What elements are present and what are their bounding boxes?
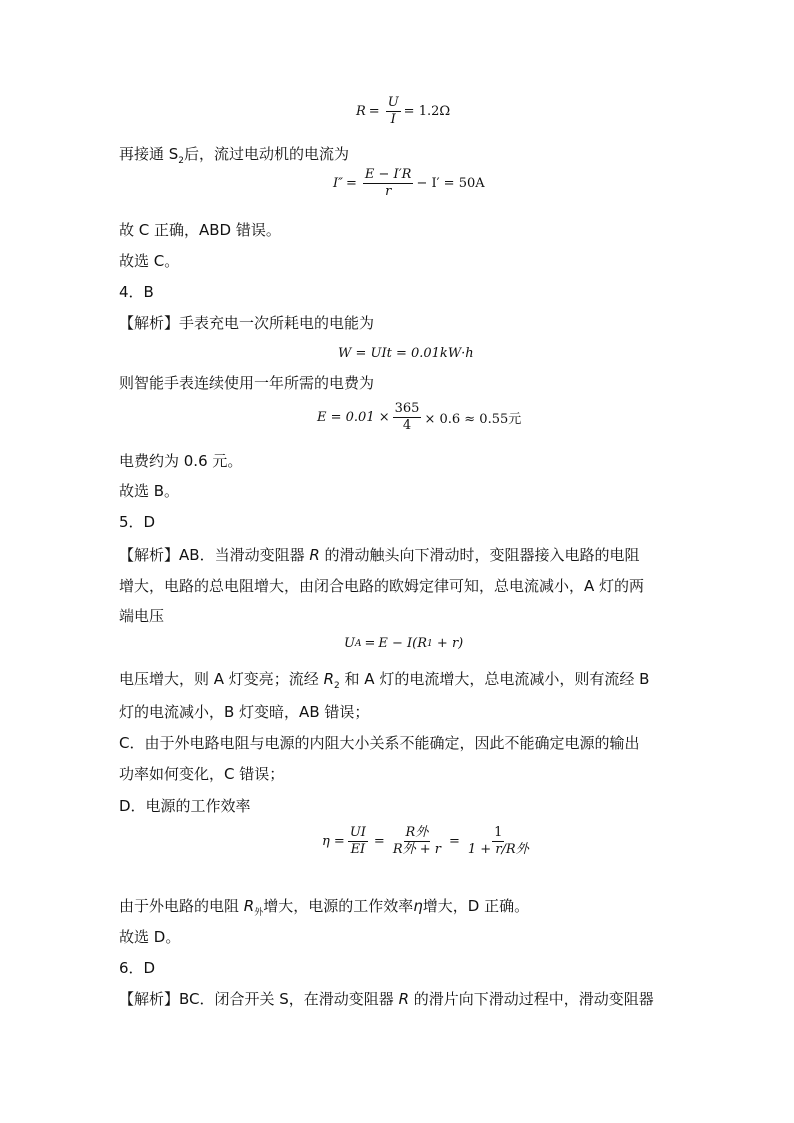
fraction-current: $\frac{E - I'R}{r}$ [364, 167, 412, 199]
q5-line2: 增大，电路的总电阻增大，由闭合电路的欧姆定律可知，总电流减小，A 灯的两 [119, 577, 645, 595]
text-reconnect: 再接通 $S_2$后，流过电动机的电流为 [119, 145, 350, 166]
q5-line7: 功率如何变化，C 错误； [119, 765, 285, 783]
q5-line1: 【解析】AB．当滑动变阻器 R 的滑动触头向下滑动时，变阻器接入电路的电阻 [119, 546, 640, 564]
q5-line4: 电压增大，则 A 灯变亮；流经 $R_2$ 和 A 灯的电流增大，总电流减小，则有流经 B [119, 670, 650, 691]
fraction-u-over-i: $\frac{U}{I}$ [387, 95, 399, 127]
q5-line8: D．电源的工作效率 [119, 797, 251, 815]
analysis-label: 【解析】 [119, 990, 180, 1008]
analysis-label: 【解析】 [119, 314, 180, 332]
q5-line5: 灯的电流减小，B 灯变暗，AB 错误； [119, 703, 370, 721]
q6-heading: 6．D [119, 959, 156, 977]
equation-efficiency: η = $\frac{UI}{EI}$ = $\frac{\text{R外}}{\text{R外 + r}}$ = $\frac{1}{\text{1 + r/R外}}$ [322, 825, 529, 857]
equation-voltage-a: U A = E − I (R 1 + r) [344, 636, 464, 651]
q5-line3: 端电压 [119, 607, 165, 625]
analysis-label: 【解析】 [119, 546, 180, 564]
equation-fee: E = 0.01 × $\frac{365}{4}$ × 0.6 ≈ 0.55元 [317, 401, 522, 433]
fraction-rout: $\frac{\text{R外}}{\text{R外 + r}}$ [392, 825, 441, 857]
q5-answer: 故选 D。 [119, 928, 181, 946]
equation-resistance: R = $\frac{U}{I}$ = 1.2Ω [356, 95, 451, 127]
q4-heading: 4．B [119, 283, 154, 301]
q4-text-year: 则智能手表连续使用一年所需的电费为 [119, 374, 375, 392]
equation-motor-current: I″ = $\frac{E - I'R}{r}$ − I′ = 50A [333, 167, 485, 199]
q5-heading: 5．D [119, 513, 156, 531]
q5-line6: C．由于外电路电阻与电源的内阻大小关系不能确定，因此不能确定电源的输出 [119, 734, 640, 752]
q6-line1: 【解析】BC．闭合开关 S，在滑动变阻器 R 的滑片向下滑动过程中，滑动变阻器 [119, 990, 654, 1008]
q4-analysis: 【解析】手表充电一次所耗电的电能为 [119, 314, 375, 332]
fraction-ui-ei: $\frac{UI}{EI}$ [349, 825, 366, 857]
q4-answer: 故选 B。 [119, 482, 180, 500]
equation-energy: W = UIt = 0.01kW·h [338, 346, 474, 361]
fraction-one-over: $\frac{1}{\text{1 + r/R外}}$ [467, 825, 529, 857]
q3-answer: 故选 C。 [119, 252, 180, 270]
q3-conclusion: 故 C 正确，ABD 错误。 [119, 221, 281, 239]
q4-fee: 电费约为 0.6 元。 [119, 452, 243, 470]
fraction-days: $\frac{365}{4}$ [394, 401, 420, 433]
q5-line9: 由于外电路的电阻 $R_外$增大，电源的工作效率η增大，D 正确。 [119, 897, 530, 918]
